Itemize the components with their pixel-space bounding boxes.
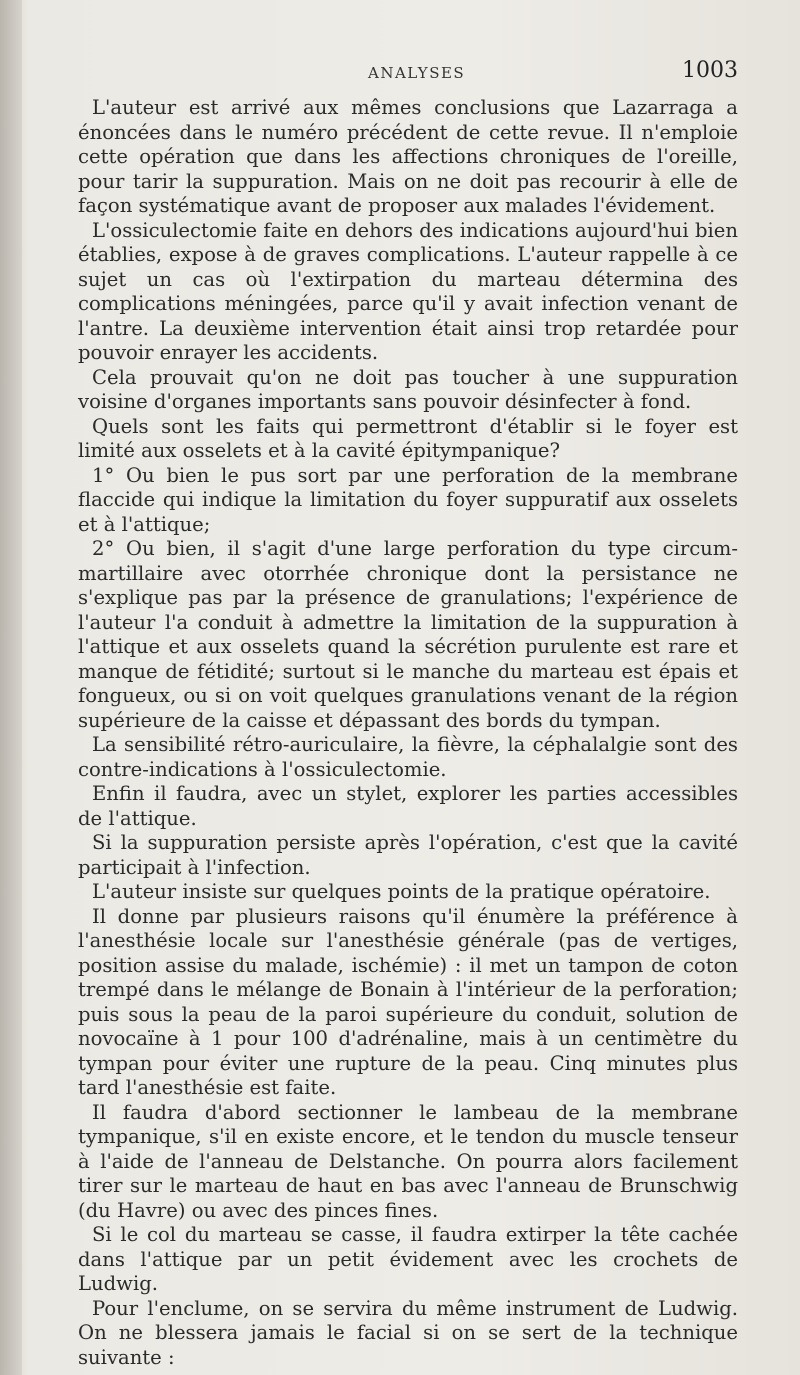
paragraph: Si la suppuration persiste après l'opération, c'est que la cavité participait à l'infection. — [78, 831, 738, 879]
paragraph: L'ossiculectomie faite en dehors des indications aujourd'hui bien établies, expose à de graves complications. L'auteur rappelle à ce sujet un cas où l'extirpation du marteau détermina des complications méningées, parce qu'il y avait infection venant de l'antre. La deuxième intervention était ainsi trop retardée pour pouvoir enrayer les accidents. — [78, 218, 738, 364]
paragraph: 2° Ou bien, il s'agit d'une large perforation du type circum-martillaire avec otorrhée chronique dont la persistance ne s'explique pas par la présence de granulations; l'expérience de l'auteur l'a conduit à admettre la limitation de la suppuration à l'attique et aux osselets quand la sécrétion purulente est rare et manque de fétidité; surtout si le manche du marteau est épais et fongueux, ou si on voit quelques granulations venant de la région supérieure de la caisse et dépassant des bords du tympan. — [78, 537, 738, 732]
paragraph: L'auteur insiste sur quelques points de la pratique opératoire. — [92, 880, 711, 903]
body-text — [78, 96, 738, 1370]
paragraph: La sensibilité rétro-auriculaire, la fièvre, la céphalalgie sont des contre-indications à l'ossiculectomie. — [78, 733, 738, 781]
paragraph: Si le col du marteau se casse, il faudra extirper la tête cachée dans l'attique par un petit évidement avec les crochets de Ludwig. — [78, 1223, 738, 1295]
paragraph: Il donne par plusieurs raisons qu'il énumère la préférence à l'anesthésie locale sur l'anesthésie générale (pas de vertiges, position assise du malade, ischémie) : il met un tampon de coton trempé dans le mélange de Bonain à l'intérieur de la perforation; puis sous la peau de la paroi supérieure du conduit, solution de novocaïne à 1 pour 100 d'adrénaline, mais à un centimètre du tympan pour éviter une rupture de la peau. Cinq minutes plus tard l'anesthésie est faite. — [78, 904, 738, 1099]
page-header — [78, 58, 738, 88]
page-spine-shadow — [0, 0, 22, 1375]
paragraph: Quels sont les faits qui permettront d'établir si le foyer est limité aux osselets et à la cavité épitympanique? — [78, 414, 738, 462]
paragraph: Enfin il faudra, avec un stylet, explorer les parties accessibles de l'attique. — [78, 782, 738, 830]
page-number: 1003 — [682, 58, 738, 83]
running-title: ANALYSES — [368, 64, 466, 82]
paragraph: Il faudra d'abord sectionner le lambeau de la membrane tympanique, s'il en existe encore, et le tendon du muscle tenseur à l'aide de l'anneau de Delstanche. On pourra alors facilement tirer sur le marteau de haut en bas avec l'anneau de Brunschwig (du Havre) ou avec des pinces fines. — [78, 1100, 738, 1222]
paragraph: Pour l'enclume, on se servira du même instrument de Ludwig. On ne blessera jamais le facial si on se sert de la technique suivante : — [78, 1296, 738, 1369]
paragraph: 1° Ou bien le pus sort par une perforation de la membrane flaccide qui indique la limitation du foyer suppuratif aux osselets et à l'attique; — [78, 463, 738, 536]
paragraph: L'auteur est arrivé aux mêmes conclusions que Lazarraga a énoncées dans le numéro précédent de cette revue. Il n'emploie cette opération que dans les affections chroniques de l'oreille, pour tarir la suppuration. Mais on ne doit pas recourir à elle de façon systématique avant de proposer aux malades l'évidement. — [78, 96, 738, 217]
paragraph: Cela prouvait qu'on ne doit pas toucher à une suppuration voisine d'organes importants sans pouvoir désinfecter à fond. — [78, 365, 738, 413]
